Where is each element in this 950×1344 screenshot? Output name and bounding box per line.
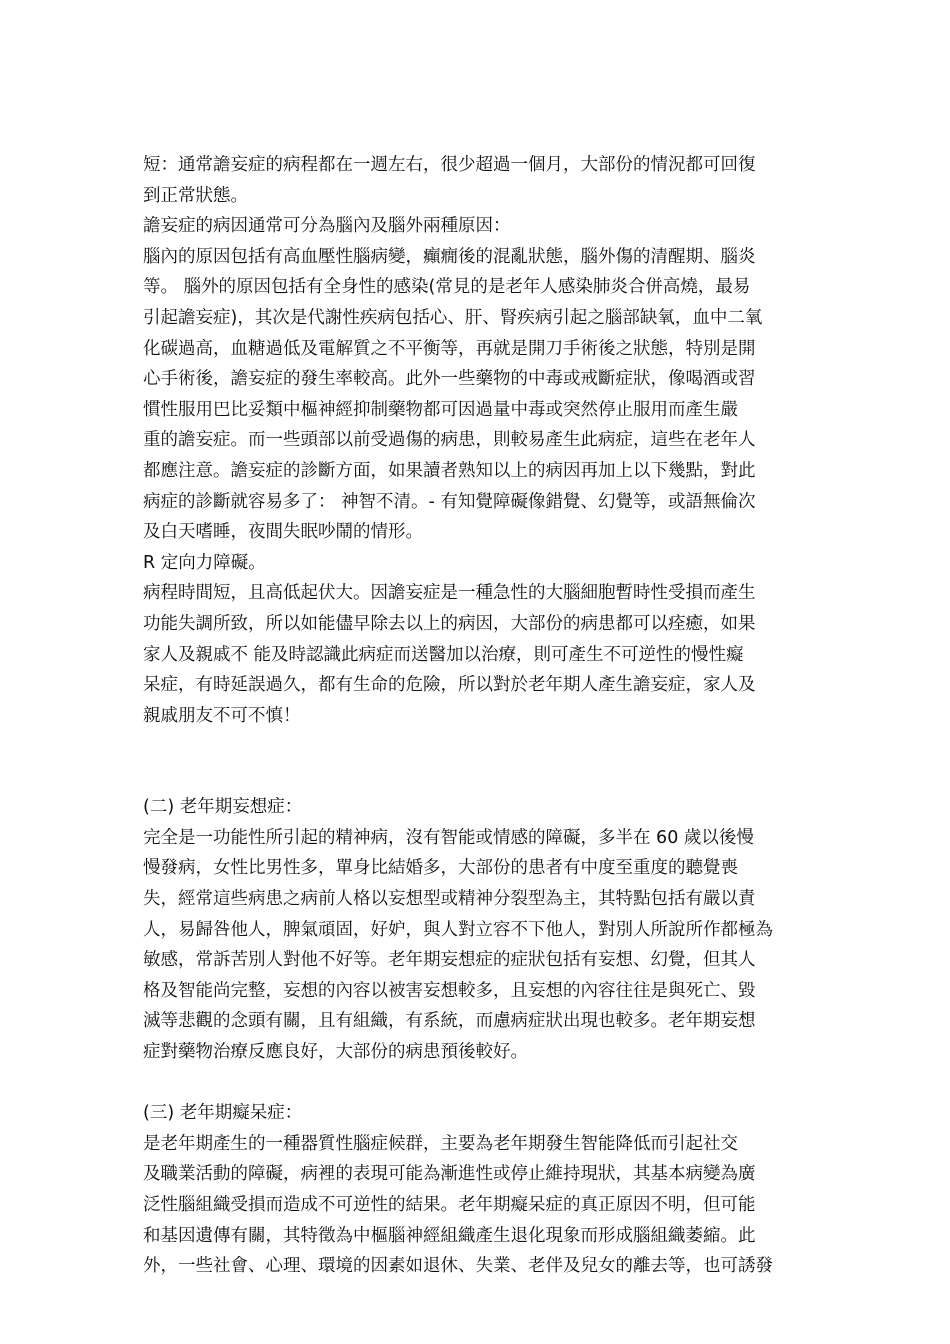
text-line: 心手術後，譫妄症的發生率較高。此外一些藥物的中毒或戒斷症狀，像喝酒或習 <box>143 369 756 390</box>
section-dementia <box>143 1098 803 1282</box>
text-line: 引起譫妄症)，其次是代謝性疾病包括心、肝、腎疾病引起之腦部缺氧，血中二氧 <box>143 307 763 328</box>
text-line: 病症的診斷就容易多了： 神智不清。- 有知覺障礙像錯覺、幻覺等，或語無倫次 <box>143 491 756 512</box>
text-line: 格及智能尚完整，妄想的內容以被害妄想較多，且妄想的內容往往是與死亡、毀 <box>143 980 756 1001</box>
text-line: 滅等悲觀的念頭有關，且有組織，有系統，而慮病症狀出現也較多。老年期妄想 <box>143 1011 756 1032</box>
text-line: 功能失調所致，所以如能儘早除去以上的病因，大部份的病患都可以痊癒，如果 <box>143 613 756 634</box>
text-line: 短：通常譫妄症的病程都在一週左右，很少超過一個月，大部份的情況都可回復 <box>143 155 756 175</box>
section-spacer <box>143 731 803 792</box>
text-line: 化碳過高，血糖過低及電解質之不平衡等，再就是開刀手術後之狀態，特別是開 <box>143 338 756 359</box>
text-line: R 定向力障礙。 <box>143 552 266 573</box>
section-heading: (二) 老年期妄想症： <box>143 797 303 818</box>
text-line: 都應注意。譫妄症的診斷方面，如果讀者熟知以上的病因再加上以下幾點，對此 <box>143 460 756 481</box>
text-line: 泛性腦組織受損而造成不可逆性的結果。老年期癡呆症的真正原因不明，但可能 <box>143 1195 756 1215</box>
text-line: 譫妄症的病因通常可分為腦內及腦外兩種原因： <box>143 216 511 237</box>
text-line: 敏感，常訴苦別人對他不好等。老年期妄想症的症狀包括有妄想、幻覺，但其人 <box>143 950 756 971</box>
text-line: 呆症，有時延誤過久，都有生命的危險，所以對於老年期人產生譫妄症，家人及 <box>143 675 756 696</box>
text-line: 等。 腦外的原因包括有全身性的感染(常見的是老年人感染肺炎合併高燒，最易 <box>143 277 751 298</box>
text-line: 症對藥物治療反應良好，大部份的病患預後較好。 <box>143 1042 528 1063</box>
section-spacer <box>143 1068 803 1099</box>
text-line: 人，易歸咎他人，脾氣頑固，好妒，與人對立容不下他人，對別人所說所作都極為 <box>143 919 773 940</box>
text-line: 家人及親戚不 能及時認識此病症而送醫加以治療，則可產生不可逆性的慢性癡 <box>143 644 744 665</box>
text-line: 親戚朋友不可不慎！ <box>143 705 301 726</box>
section-heading: (三) 老年期癡呆症： <box>143 1103 303 1124</box>
text-line: 及職業活動的障礙，病裡的表現可能為漸進性或停止維持現狀，其基本病變為廣 <box>143 1164 756 1185</box>
text-line: 病程時間短，且高低起伏大。因譫妄症是一種急性的大腦細胞暫時性受損而產生 <box>143 583 756 604</box>
text-line: 失，經常這些病患之病前人格以妄想型或精神分裂型為主，其特點包括有嚴以責 <box>143 889 756 910</box>
section-paranoia <box>143 792 803 1067</box>
text-line: 和基因遺傳有關，其特徵為中樞腦神經組織產生退化現象而形成腦組織萎縮。此 <box>143 1225 756 1246</box>
text-line: 外，一些社會、心理、環境的因素如退休、失業、老伴及兒女的離去等，也可誘發 <box>143 1256 773 1277</box>
text-line: 慢發病，女性比男性多，單身比結婚多，大部份的患者有中度至重度的聽覺喪 <box>143 858 738 879</box>
text-line: 重的譫妄症。而一些頭部以前受過傷的病患，則較易產生此病症，這些在老年人 <box>143 430 756 451</box>
text-line: 慣性服用巴比妥類中樞神經抑制藥物都可因過量中毒或突然停止服用而產生嚴 <box>143 399 738 420</box>
text-line: 完全是一功能性所引起的精神病，沒有智能或情感的障礙，多半在 60 歲以後慢 <box>143 827 754 848</box>
text-line: 腦內的原因包括有高血壓性腦病變，癲癇後的混亂狀態，腦外傷的清醒期、腦炎 <box>143 246 756 267</box>
section-delirium <box>143 150 803 731</box>
text-line: 及白天嗜睡，夜間失眠吵鬧的情形。 <box>143 522 423 543</box>
text-line: 到正常狀態。 <box>143 185 248 206</box>
text-line: 是老年期產生的一種器質性腦症候群，主要為老年期發生智能降低而引起社交 <box>143 1133 738 1154</box>
document-body <box>143 150 803 1282</box>
